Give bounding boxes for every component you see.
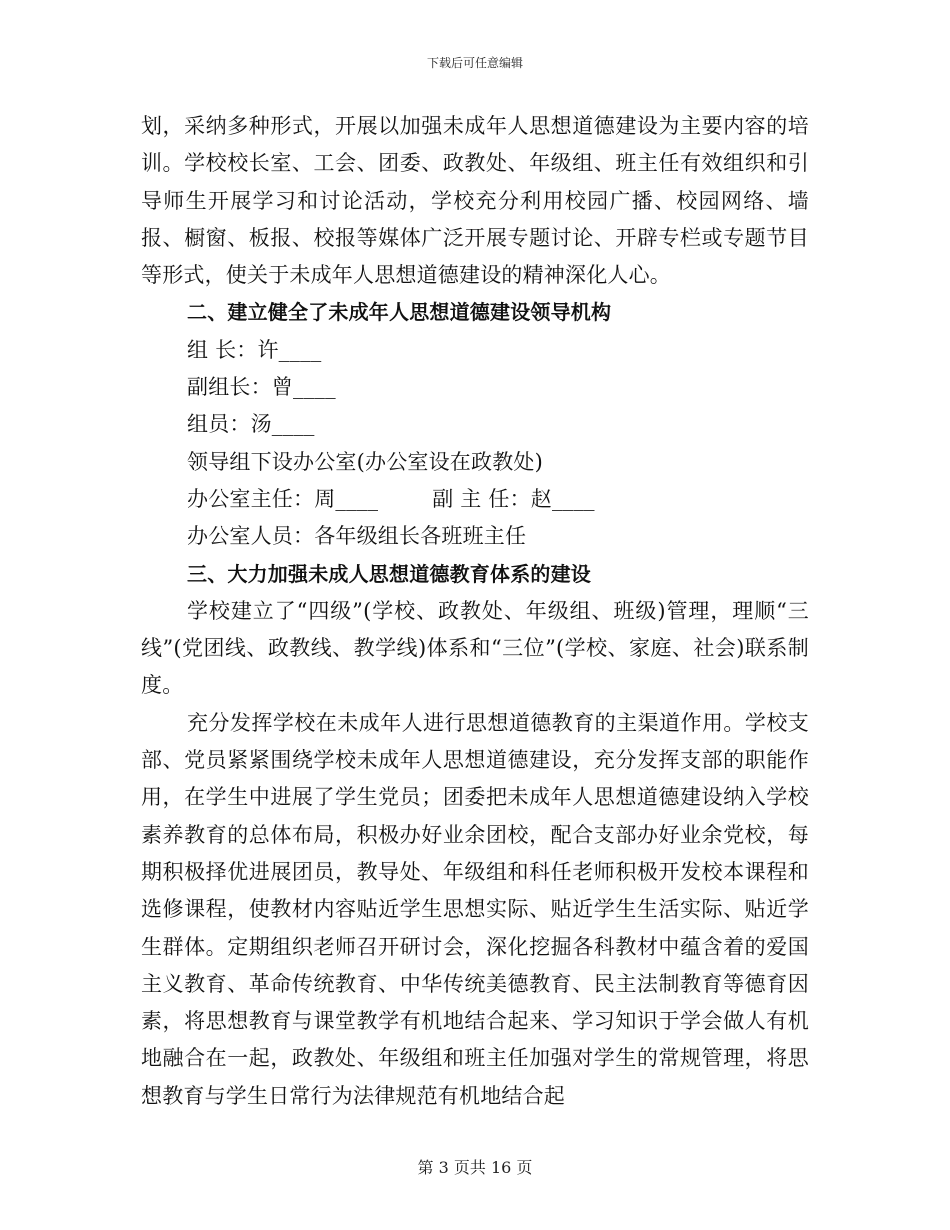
section-heading-leadership: 二、建立健全了未成年人思想道德建设领导机构: [187, 300, 612, 325]
paragraph-management-system: 学校建立了“四级”(学校、政教处、年级组、班级)管理，理顺“三线”(党团线、政教线、教学线)体系和“三位”(学校、家庭、社会)联系制度。: [141, 598, 809, 698]
page-header-note: 下载后可任意编辑: [426, 56, 523, 70]
office-setup-line: 领导组下设办公室(办公室设在政教处): [187, 449, 543, 474]
office-director-line: [141, 481, 809, 518]
paragraph-training: 划，采纳多种形式，开展以加强未成年人思想道德建设为主要内容的培训。学校校长室、工会、团委、政教处、年级组、班主任有效组织和引导师生开展学习和讨论活动，学校充分利用校园广播、校园网络、墙报、橱窗、板报、校报等媒体广泛开展专题讨论、开辟专栏或专题节目等形式，使关于未成年人思想道德建设的精神深化人心。: [141, 114, 809, 288]
office-staff-line: 办公室人员：各年级组长各班班主任: [187, 524, 527, 549]
paragraph-main-channel: 充分发挥学校在未成年人进行思想道德教育的主渠道作用。学校支部、党员紧紧围绕学校未成年人思想道德建设，充分发挥支部的职能作用，在学生中进展了学生党员；团委把未成年人思想道德建设纳入学校素养教育的总体布局，积极办好业余团校，配合支部办好业余党校，每期积极择优进展团员，教导处、年级组和科任老师积极开发校本课程和选修课程，使教材内容贴近学生思想实际、贴近学生生活实际、贴近学生群体。定期组织老师召开研讨会，深化挖掘各科教材中蕴含着的爱国主义教育、革命传统教育、中华传统美德教育、民主法制教育等德育因素，将思想教育与课堂教学有机地结合起来、学习知识于学会做人有机地融合在一起，政教处、年级组和班主任加强对学生的常规管理，将思想教育与学生日常行为法律规范有机地结合起: [141, 710, 809, 1108]
page-number: 第 3 页共 16 页: [417, 1158, 533, 1177]
office-director: 办公室主任：周____: [187, 486, 379, 511]
member-line: 组员：汤____: [187, 412, 315, 437]
leader-line: 组 长：许____: [187, 337, 322, 362]
deputy-leader-line: 副组长：曾____: [187, 375, 336, 400]
document-body: [141, 108, 809, 1115]
section-heading-education-system: 三、大力加强未成人思想道德教育体系的建设: [187, 561, 591, 586]
office-deputy: 副 主 任：赵____: [432, 486, 595, 511]
